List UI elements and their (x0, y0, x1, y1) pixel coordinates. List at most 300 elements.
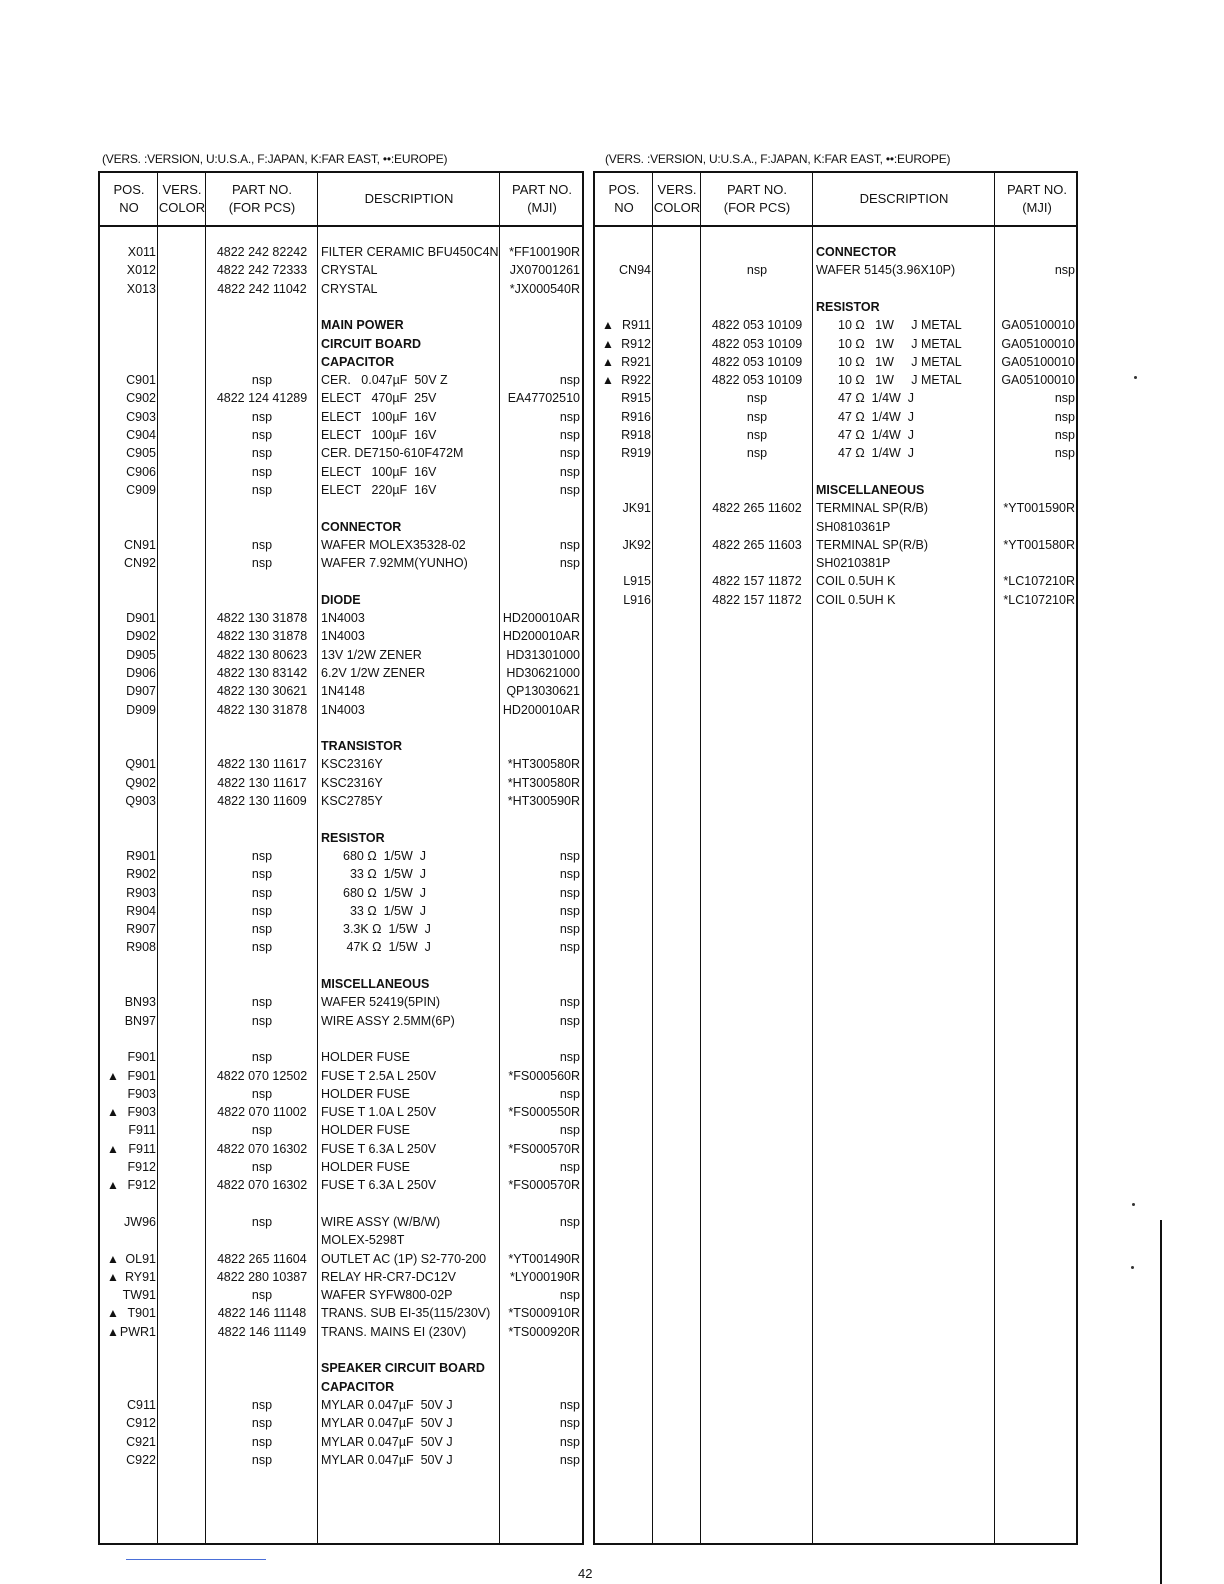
part-no-pcs: nsp (251, 1214, 273, 1229)
description: KSC2785Y (321, 794, 383, 808)
pos-no: R901 (126, 848, 156, 863)
table-row (100, 627, 582, 645)
part-no-mji: nsp (559, 446, 580, 461)
part-no-pcs: 4822 130 30621 (216, 684, 308, 699)
part-no-pcs: nsp (251, 409, 273, 424)
description: 1N4003 (321, 702, 365, 717)
part-no-mji: nsp (559, 1397, 580, 1412)
part-no-mji: HD31301000 (506, 647, 580, 662)
part-no-mji: nsp (559, 556, 580, 571)
part-no-mji: nsp (559, 1050, 580, 1065)
pos-no: Q901 (125, 757, 156, 772)
header-pos: POS. NO (113, 182, 145, 215)
section-heading: DIODE (321, 592, 361, 607)
header-desc: DESCRIPTION (859, 191, 949, 206)
part-no-pcs: nsp (251, 373, 273, 388)
part-no-mji: nsp (559, 482, 580, 497)
part-no-mji: nsp (559, 537, 580, 552)
description: 47K Ω 1/5W J (343, 940, 431, 955)
part-no-mji: nsp (559, 922, 580, 937)
description: TERMINAL SP(R/B) (816, 537, 929, 552)
table-row (100, 408, 582, 426)
part-no-mji: nsp (559, 464, 580, 479)
pos-no: Q902 (125, 775, 156, 790)
description: WIRE ASSY 2.5MM(6P) (321, 1013, 455, 1028)
part-no-pcs: nsp (251, 867, 273, 882)
pos-no: R902 (126, 867, 156, 882)
table-row (100, 554, 582, 572)
part-no-pcs: 4822 130 31878 (216, 702, 308, 717)
description: KSC2316Y (321, 757, 383, 772)
pos-no: R903 (126, 885, 156, 900)
description: ELECT 220µF 16V (321, 482, 437, 497)
description: COIL 0.5UH K (816, 574, 896, 589)
pos-no: C911 (127, 1397, 156, 1412)
header-part: PART NO. (FOR PCS) (228, 182, 296, 215)
pos-no: X013 (126, 281, 156, 296)
part-no-pcs: 4822 146 11148 (217, 1306, 307, 1321)
description: SH0210381P (816, 556, 891, 571)
table-row (595, 499, 1076, 517)
table-row (595, 335, 1076, 353)
pos-no: F911 (128, 1123, 156, 1138)
safety-warning-icon: ▲ (107, 1306, 119, 1321)
part-no-pcs: 4822 130 83142 (216, 665, 308, 680)
table-row (100, 701, 582, 719)
part-no-pcs: 4822 130 11617 (217, 757, 307, 772)
pos-no: D902 (126, 629, 156, 644)
table-row (100, 938, 582, 956)
part-no-mji: nsp (559, 1086, 580, 1101)
description: 33 Ω 1/5W J (343, 903, 426, 918)
version-legend-right: (VERS. :VERSION, U:U.S.A., F:JAPAN, K:FAR EAST, ••:EUROPE) (605, 152, 951, 166)
part-no-mji: *FS000570R (508, 1141, 580, 1156)
pos-no: R916 (621, 409, 651, 424)
table-row (595, 591, 1076, 609)
table-row (100, 1176, 582, 1194)
table-row (100, 1158, 582, 1176)
scan-speck (1132, 1203, 1135, 1206)
description: WAFER 52419(5PIN) (321, 995, 441, 1010)
part-no-pcs: nsp (251, 885, 273, 900)
part-no-pcs: nsp (251, 903, 273, 918)
table-row (595, 444, 1076, 462)
table-row (100, 975, 582, 993)
part-no-pcs: 4822 070 16302 (216, 1141, 308, 1156)
header-mji: PART NO. (MJI) (512, 182, 572, 215)
section-heading: RESISTOR (816, 299, 880, 314)
table-row (595, 371, 1076, 389)
table-row (100, 682, 582, 700)
table-row (100, 426, 582, 444)
table-row (100, 902, 582, 920)
part-no-mji: *FF100190R (509, 245, 580, 259)
safety-warning-icon: ▲ (107, 1269, 119, 1284)
table-row (100, 1359, 582, 1377)
part-no-pcs: nsp (746, 409, 768, 424)
part-no-pcs: nsp (251, 482, 273, 497)
pos-no: F912 (127, 1178, 156, 1193)
pos-no: OL91 (125, 1251, 156, 1266)
table-row (100, 1323, 582, 1341)
description: 47 Ω 1/4W J (838, 428, 915, 442)
part-no-mji: nsp (559, 409, 580, 424)
pos-no: D905 (126, 647, 156, 662)
part-no-mji: JX07001261 (509, 263, 580, 278)
pos-no: Q903 (125, 794, 156, 808)
table-row (100, 1304, 582, 1322)
description: 33 Ω 1/5W J (343, 867, 426, 882)
part-no-pcs: nsp (251, 1397, 273, 1412)
section-heading: SPEAKER CIRCUIT BOARD (321, 1361, 485, 1376)
part-no-pcs: nsp (251, 1160, 273, 1174)
part-no-mji: *YT001490R (508, 1251, 580, 1266)
table-row (100, 371, 582, 389)
table-row (100, 1451, 582, 1469)
description: 3.3K Ω 1/5W J (343, 922, 431, 937)
table-row (100, 774, 582, 792)
pos-no: D906 (126, 665, 156, 680)
table-row (595, 408, 1076, 426)
table-row (595, 518, 1076, 536)
description: MOLEX-5298T (321, 1233, 405, 1248)
part-no-mji: nsp (559, 867, 580, 882)
table-row (595, 353, 1076, 371)
description: 6.2V 1/2W ZENER (321, 665, 426, 680)
part-no-mji: nsp (559, 1288, 580, 1303)
part-no-pcs: 4822 053 10109 (711, 354, 803, 369)
table-row (595, 426, 1076, 444)
part-no-mji: HD200010AR (502, 702, 580, 717)
part-no-pcs: nsp (251, 995, 273, 1010)
pos-no: D901 (126, 611, 156, 625)
part-no-pcs: nsp (251, 446, 273, 461)
pos-no: F901 (127, 1068, 156, 1083)
part-no-mji: *HT300580R (507, 775, 580, 790)
part-no-mji: GA05100010 (1001, 318, 1075, 333)
table-row (595, 389, 1076, 407)
part-no-mji: *LC107210R (1003, 574, 1075, 589)
safety-warning-icon: ▲ (107, 1068, 119, 1083)
description: CRYSTAL (321, 281, 378, 296)
table-row (100, 444, 582, 462)
table-row (595, 243, 1076, 261)
part-no-mji: *FS000550R (508, 1105, 580, 1120)
description: SH0810361P (816, 519, 891, 534)
pos-no: PWR1 (119, 1324, 156, 1339)
safety-warning-icon: ▲ (107, 1105, 119, 1120)
part-no-mji: *YT001580R (1003, 537, 1075, 552)
table-row (100, 993, 582, 1011)
pos-no: BN93 (124, 995, 156, 1010)
description: WAFER 5145(3.96X10P) (816, 263, 956, 278)
pos-no: R918 (621, 428, 651, 442)
pos-no: BN97 (124, 1013, 156, 1028)
part-no-mji: nsp (559, 903, 580, 918)
description: 10 Ω 1W J METAL (838, 354, 962, 369)
part-no-pcs: nsp (251, 922, 273, 937)
description: MYLAR 0.047µF 50V J (321, 1434, 453, 1449)
part-no-pcs: 4822 130 11609 (217, 794, 307, 808)
part-no-mji: *TS000920R (508, 1324, 580, 1339)
table-row (100, 1396, 582, 1414)
part-no-mji: nsp (559, 1214, 580, 1229)
pos-no: R904 (126, 903, 156, 918)
part-no-mji: nsp (559, 848, 580, 863)
pos-no: R912 (621, 336, 651, 351)
footnote-rule (126, 1559, 266, 1560)
description: TERMINAL SP(R/B) (816, 501, 929, 516)
part-no-mji: nsp (559, 1013, 580, 1028)
part-no-pcs: 4822 070 16302 (216, 1178, 308, 1193)
section-heading: CAPACITOR (321, 1379, 395, 1394)
pos-no: D909 (126, 702, 156, 717)
table-row (100, 737, 582, 755)
pos-no: X011 (127, 245, 156, 259)
part-no-pcs: 4822 070 11002 (217, 1105, 307, 1120)
part-no-mji: *LC107210R (1003, 592, 1075, 607)
safety-warning-icon: ▲ (602, 373, 614, 388)
pos-no: RY91 (124, 1269, 156, 1284)
part-no-mji: *JX000540R (509, 281, 580, 296)
table-row (100, 1433, 582, 1451)
part-no-mji: nsp (559, 1434, 580, 1449)
pos-no: C905 (126, 446, 156, 461)
safety-warning-icon: ▲ (602, 354, 614, 369)
part-no-pcs: 4822 157 11872 (712, 592, 802, 607)
part-no-pcs: nsp (746, 263, 768, 278)
version-legend-left: (VERS. :VERSION, U:U.S.A., F:JAPAN, K:FAR EAST, ••:EUROPE) (102, 152, 448, 166)
table-row (100, 1378, 582, 1396)
part-no-pcs: nsp (251, 1288, 273, 1303)
part-no-pcs: nsp (746, 428, 768, 442)
part-no-pcs: nsp (746, 391, 768, 406)
part-no-pcs: 4822 124 41289 (216, 391, 308, 406)
part-no-mji: *LY000190R (510, 1269, 580, 1284)
table-row (100, 755, 582, 773)
description: KSC2316Y (321, 775, 383, 790)
description: TRANS. SUB EI-35(115/230V) (321, 1306, 491, 1321)
section-heading: MAIN POWER (321, 318, 404, 333)
part-no-mji: *HT300580R (507, 757, 580, 772)
description: ELECT 100µF 16V (321, 464, 437, 479)
part-no-mji: GA05100010 (1001, 373, 1075, 388)
description: 47 Ω 1/4W J (838, 446, 915, 461)
description: ELECT 470µF 25V (321, 391, 437, 406)
section-heading: CAPACITOR (321, 354, 395, 369)
section-heading: TRANSISTOR (321, 739, 403, 754)
part-no-pcs: nsp (251, 556, 273, 571)
table-row (100, 1121, 582, 1139)
part-no-pcs: 4822 280 10387 (216, 1269, 308, 1284)
pos-no: R911 (622, 318, 651, 333)
pos-no: L916 (623, 592, 651, 607)
description: TRANS. MAINS EI (230V) (321, 1324, 467, 1339)
description: WIRE ASSY (W/B/W) (321, 1214, 441, 1229)
pos-no: JW96 (124, 1214, 156, 1229)
description: 10 Ω 1W J METAL (838, 373, 962, 388)
pos-no: F912 (127, 1160, 156, 1174)
description: MYLAR 0.047µF 50V J (321, 1452, 453, 1467)
part-no-mji: nsp (1054, 446, 1075, 461)
table-row (595, 261, 1076, 279)
table-row (100, 1231, 582, 1249)
description: 680 Ω 1/5W J (343, 885, 426, 900)
safety-warning-icon: ▲ (107, 1178, 119, 1193)
part-no-pcs: nsp (251, 1123, 273, 1138)
table-row (100, 646, 582, 664)
pos-no: CN91 (124, 537, 156, 552)
table-row (100, 335, 582, 353)
header-pos: POS. NO (608, 182, 640, 215)
pos-no: C912 (126, 1416, 156, 1431)
part-no-mji: nsp (559, 428, 580, 442)
part-no-pcs: 4822 242 82242 (216, 245, 308, 259)
part-no-pcs: nsp (251, 1013, 273, 1028)
pos-no: C904 (126, 428, 156, 442)
part-no-mji: HD200010AR (502, 629, 580, 644)
description: WAFER MOLEX35328-02 (321, 537, 466, 552)
pos-no: R915 (621, 391, 651, 406)
part-no-pcs: nsp (251, 1452, 273, 1467)
parts-table-right (593, 171, 1078, 1545)
description: OUTLET AC (1P) S2-770-200 (321, 1251, 487, 1266)
part-no-pcs: 4822 265 11604 (217, 1251, 307, 1266)
pos-no: CN94 (619, 263, 651, 278)
part-no-mji: nsp (1054, 263, 1075, 278)
part-no-pcs: nsp (251, 1416, 273, 1431)
table-row (100, 1414, 582, 1432)
section-heading: MISCELLANEOUS (816, 482, 925, 497)
description: 47 Ω 1/4W J (838, 391, 915, 406)
description: ELECT 100µF 16V (321, 428, 437, 442)
part-no-pcs: 4822 053 10109 (711, 318, 803, 333)
description: HOLDER FUSE (321, 1160, 410, 1174)
part-no-mji: HD200010AR (502, 611, 580, 625)
scan-speck (1131, 1266, 1134, 1269)
pos-no: C901 (126, 373, 156, 388)
pos-no: R921 (621, 354, 651, 369)
table-row (100, 664, 582, 682)
pos-no: R908 (126, 940, 156, 955)
pos-no: F911 (128, 1141, 156, 1156)
table-row (100, 1286, 582, 1304)
pos-no: F901 (127, 1050, 156, 1065)
description: COIL 0.5UH K (816, 592, 896, 607)
safety-warning-icon: ▲ (602, 336, 614, 351)
binding-edge-line (1160, 1220, 1162, 1584)
part-no-pcs: 4822 053 10109 (711, 373, 803, 388)
table-row (100, 481, 582, 499)
description: MYLAR 0.047µF 50V J (321, 1397, 453, 1412)
header-divider (100, 225, 582, 227)
part-no-pcs: 4822 053 10109 (711, 336, 803, 351)
table-row (100, 280, 582, 298)
part-no-pcs: 4822 130 31878 (216, 611, 308, 625)
table-row (100, 463, 582, 481)
table-row (100, 792, 582, 810)
part-no-mji: nsp (559, 995, 580, 1010)
description: FUSE T 1.0A L 250V (321, 1105, 437, 1120)
pos-no: C903 (126, 409, 156, 424)
part-no-pcs: 4822 242 11042 (217, 281, 307, 296)
pos-no: R907 (126, 922, 156, 937)
description: CRYSTAL (321, 263, 378, 278)
part-no-mji: GA05100010 (1001, 336, 1075, 351)
table-row (100, 865, 582, 883)
description: WAFER 7.92MM(YUNHO) (321, 556, 468, 571)
pos-no: R922 (621, 373, 651, 388)
table-row (100, 1067, 582, 1085)
description: 1N4003 (321, 611, 365, 625)
header-part: PART NO. (FOR PCS) (723, 182, 791, 215)
description: 47 Ω 1/4W J (838, 409, 915, 424)
part-no-pcs: 4822 157 11872 (712, 574, 802, 589)
description: CER. 0.047µF 50V Z (321, 373, 448, 388)
table-row (100, 1012, 582, 1030)
safety-warning-icon: ▲ (107, 1251, 119, 1266)
table-row (100, 920, 582, 938)
table-row (595, 554, 1076, 572)
pos-no: C906 (126, 464, 156, 479)
pos-no: X012 (126, 263, 156, 278)
part-no-pcs: 4822 130 11617 (217, 775, 307, 790)
pos-no: C909 (126, 482, 156, 497)
table-row (100, 847, 582, 865)
description: CER. DE7150-610F472M (321, 446, 464, 461)
pos-no: C902 (126, 391, 156, 406)
part-no-pcs: nsp (251, 464, 273, 479)
section-heading: CONNECTOR (321, 519, 402, 534)
description: 1N4003 (321, 629, 365, 644)
table-row (595, 316, 1076, 334)
table-row (595, 481, 1076, 499)
table-row (100, 536, 582, 554)
header-divider (595, 225, 1076, 227)
pos-no: D907 (126, 684, 156, 699)
header-vers: VERS. COLOR (653, 182, 701, 215)
description: ELECT 100µF 16V (321, 409, 437, 424)
part-no-pcs: 4822 265 11603 (712, 537, 802, 552)
description: RELAY HR-CR7-DC12V (321, 1269, 456, 1284)
part-no-pcs: 4822 265 11602 (712, 501, 802, 516)
pos-no: C921 (126, 1434, 156, 1449)
pos-no: JK92 (622, 537, 651, 552)
part-no-mji: *FS000570R (508, 1178, 580, 1193)
description: 680 Ω 1/5W J (343, 848, 426, 863)
part-no-pcs: nsp (251, 1086, 273, 1101)
part-no-mji: nsp (1054, 409, 1075, 424)
table-row (595, 536, 1076, 554)
section-heading: RESISTOR (321, 830, 385, 845)
table-row (100, 316, 582, 334)
page-number: 42 (578, 1566, 593, 1581)
section-heading: CIRCUIT BOARD (321, 336, 421, 351)
table-row (100, 243, 582, 261)
part-no-pcs: 4822 146 11149 (217, 1324, 307, 1339)
description: HOLDER FUSE (321, 1050, 410, 1065)
scan-speck (1134, 376, 1137, 379)
part-no-mji: nsp (559, 1123, 580, 1138)
part-no-pcs: nsp (251, 428, 273, 442)
table-row (100, 1268, 582, 1286)
part-no-pcs: nsp (251, 1050, 273, 1065)
description: 10 Ω 1W J METAL (838, 336, 962, 351)
header-mji: PART NO. (MJI) (1007, 182, 1067, 215)
description: 1N4148 (321, 684, 365, 699)
pos-no: F903 (127, 1105, 156, 1120)
table-row (100, 1213, 582, 1231)
